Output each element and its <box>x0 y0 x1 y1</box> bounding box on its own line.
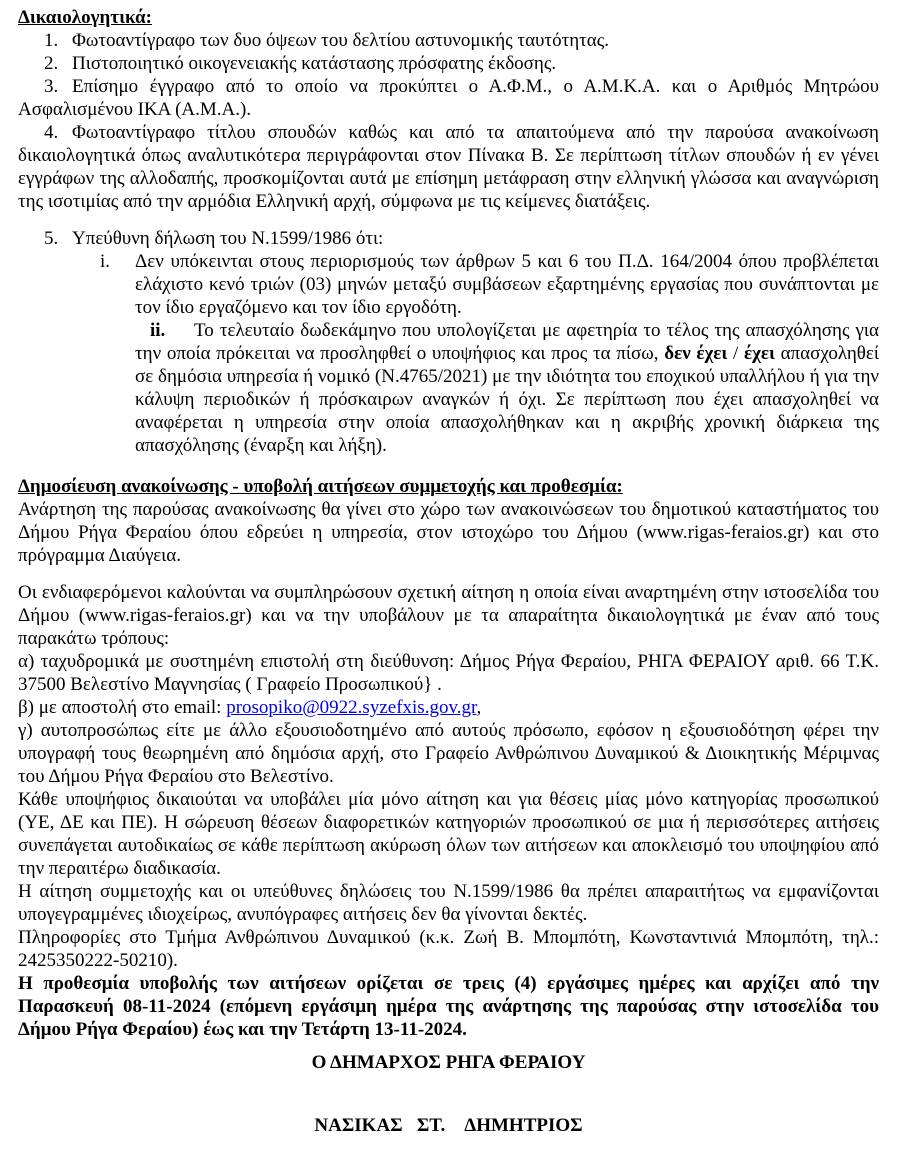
sub-item-i-number: i. <box>100 251 111 272</box>
list-number-4: 4. <box>44 122 59 143</box>
sub-item-ii <box>135 319 879 457</box>
bold-text-segment: έχει <box>743 343 775 364</box>
vertical-spacer <box>18 213 879 227</box>
list-item-5-text: Υπεύθυνη δήλωση του Ν.1599/1986 ότι: <box>72 228 384 249</box>
sub-item-ii-text <box>135 320 879 456</box>
sub-item-i-text: Δεν υπόκεινται στους περιορισμούς των άρθρων 5 και 6 του Π.Δ. 164/2004 όπου προβλέπεται ελάχιστο κενό τριών (03) μηνών μεταξύ συμβάσεων εξαρτημένης εργασίας που συνάπτονται με τον ίδιο εργαζόμενο και τον ίδιο εργοδότη. <box>135 251 879 318</box>
paragraph-endiaferomenoi: Οι ενδιαφερόμενοι καλούνται να συμπληρώσουν σχετική αίτηση η οποία είναι αναρτημένη στην ιστοσελίδα του Δήμου (www.rigas-feraios.gr) και να την υποβάλουν με τα απαραίτητα δικαιολογητικά με έναν από τους παρακάτω τρόπους: <box>18 582 879 649</box>
text-segment: / <box>727 343 744 364</box>
vertical-spacer <box>18 1041 879 1051</box>
list-item-1 <box>18 29 879 52</box>
email-link[interactable]: prosopiko@0922.syzefxis.gov.gr <box>226 697 477 718</box>
section-heading-dikaiologitika: Δικαιολογητικά: <box>18 7 152 28</box>
list-number-3: 3. <box>44 76 59 97</box>
vertical-spacer <box>18 567 879 581</box>
vertical-spacer <box>18 1074 879 1114</box>
paragraph-aitisi-symmetochis: Η αίτηση συμμετοχής και οι υπεύθυνες δηλώσεις του Ν.1599/1986 θα πρέπει απαραιτήτως να εμφανίζονται υπογεγραμμένες ιδιοχείρως, ανυπόγραφες αιτήσεις δεν θα γίνονται δεκτές. <box>18 881 879 925</box>
list-item-5 <box>18 227 879 250</box>
sub-item-ii-number: ii. <box>150 320 166 341</box>
submission-option-c: γ) αυτοπροσώπως είτε με άλλο εξουσιοδοτημένο από αυτούς πρόσωπο, εφόσον η εξουσιοδότηση φέρει την υπογραφή τους θεωρημένη από δημόσια αρχή, στο Γραφείο Ανθρώπινου Δυναμικού & Διοικητικής Μέριμνας του Δήμου Ρήγα Φεραίου στο Βελεστίνο. <box>18 720 879 787</box>
list-number-5: 5. <box>44 228 59 249</box>
list-item-2-text: Πιστοποιητικό οικογενειακής κατάστασης πρόσφατης έκδοσης. <box>72 53 557 74</box>
text-segment: β) με αποστολή στο email: <box>18 697 227 718</box>
paragraph-prothesmia-deadline: Η προθεσμία υποβολής των αιτήσεων ορίζεται σε τρεις (4) εργάσιμες ημέρες και αρχίζει από την Παρασκευή 08-11-2024 (επόμενη εργάσιμη ημέρα της ανάρτησης της παρούσας στην ιστοσελίδα του Δήμου Ρήγα Φεραίου) έως και την Τετάρτη 13-11-2024. <box>18 973 879 1040</box>
paragraph-anartisi: Ανάρτηση της παρούσας ανακοίνωσης θα γίνει στο χώρο των ανακοινώσεων του δημοτικού καταστήματος του Δήμου Ρήγα Φεραίου όπου εδρεύει η υπηρεσία, στον ιστοχώρο του Δήμου (www.rigas-feraios.gr) και στο πρόγραμμα Διαύγεια. <box>18 499 879 566</box>
vertical-spacer <box>18 457 879 475</box>
section-heading-dimosieysi: Δημοσίευση ανακοίνωσης - υποβολή αιτήσεων συμμετοχής και προθεσμία: <box>18 476 623 497</box>
paragraph-kathe-ypopsifios: Κάθε υποψήφιος δικαιούται να υποβάλει μία μόνο αίτηση και για θέσεις μίας μόνο κατηγορίας προσωπικού (ΥΕ, ΔΕ και ΠΕ). Η σώρευση θέσεων διαφορετικών κατηγοριών προσωπικού σε μια ή περισσότερες αιτήσεις συνεπάγεται αυτοδικαίως σε κάθε περίπτωση ακύρωση όλων των αιτήσεων και αποκλεισμό του υποψηφίου από την περαιτέρω διαδικασία. <box>18 789 879 879</box>
sub-item-i <box>100 250 879 319</box>
list-item-4 <box>18 121 879 213</box>
text-segment: Το τελευταίο δωδεκάμηνο που υπολογίζεται με αφετηρία το τέλος της απασχόλησης για την οποία πρόκειται να προσληφθεί ο υποψήφιος και προς τα πίσω, <box>135 320 879 364</box>
signature-name: ΝΑΣΙΚΑΣ ΣΤ. ΔΗΜΗΤΡΙΟΣ <box>314 1115 583 1136</box>
submission-option-a: α) ταχυδρομικά με συστημένη επιστολή στη διεύθυνση: Δήμος Ρήγα Φεραίου, ΡΗΓΑ ΦΕΡΑΙΟΥ αριθ. 66 Τ.Κ. 37500 Βελεστίνο Μαγνησίας ( Γραφείο Προσωπικού} . <box>18 651 879 695</box>
list-item-2 <box>18 52 879 75</box>
text-segment: απασχοληθεί σε δημόσια υπηρεσία ή νομικό (Ν.4765/2021) με την ιδιότητα του εποχικού υπαλλήλου ή για την κάλυψη περιοδικών ή πρόσκαιρων αναγκών ή όχι. Σε περίπτωση που έχει απασχοληθεί να αναφέρεται η υπηρεσία στην οποία απασχολήθηκαν και η ακριβής χρονική διάρκεια της απασχόλησης (έναρξη και λήξη). <box>135 343 880 456</box>
list-item-1-text: Φωτοαντίγραφο των δυο όψεων του δελτίου αστυνομικής ταυτότητας. <box>72 30 610 51</box>
bold-text-segment: δεν έχει <box>664 343 728 364</box>
list-number-1: 1. <box>44 30 59 51</box>
signature-title-mayor: Ο ΔΗΜΑΡΧΟΣ ΡΗΓΑ ΦΕΡΑΙΟΥ <box>311 1052 586 1073</box>
submission-option-b <box>18 696 879 719</box>
list-number-2: 2. <box>44 53 59 74</box>
list-item-3-text: Επίσημο έγγραφο από το οποίο να προκύπτει ο Α.Φ.Μ., ο Α.Μ.Κ.Α. και ο Αριθμός Μητρώου Ασφαλισμένου ΙΚΑ (Α.Μ.Α.). <box>18 76 879 120</box>
list-item-4-text: Φωτοαντίγραφο τίτλου σπουδών καθώς και από τα απαιτούμενα από την παρούσα ανακοίνωση δικαιολογητικά όπως αναλυτικότερα περιγράφονται στον Πίνακα Β. Σε περίπτωση τίτλων σπουδών ή εν γένει εγγράφων της αλλοδαπής, προσκομίζονται αυτά με επίσημη μετάφραση στην ελληνική γλώσσα και αναγνώριση της ισοτιμίας από την αρμόδια Ελληνική αρχή, σύμφωνα με τις κείμενες διατάξεις. <box>18 122 879 212</box>
paragraph-plirofories: Πληροφορίες στο Τμήμα Ανθρώπινου Δυναμικού (κ.κ. Ζωή Β. Μπομπότη, Κωνσταντινιά Μπομπότη, τηλ.: 2425350222-50210). <box>18 927 879 971</box>
list-item-3 <box>18 75 879 121</box>
text-segment: , <box>476 697 482 718</box>
